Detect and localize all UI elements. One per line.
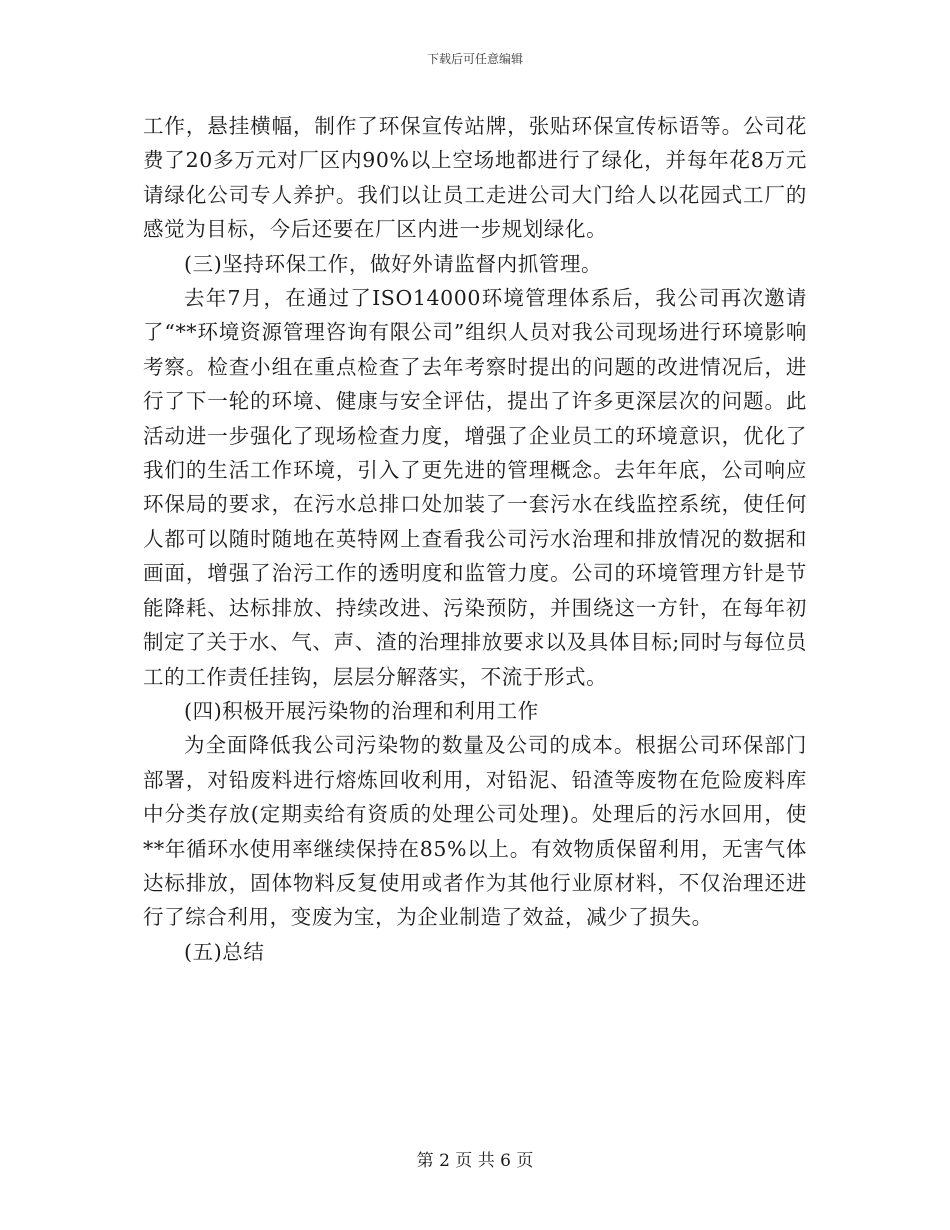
paragraph-greening: 工作，悬挂横幅，制作了环保宣传站牌，张贴环保宣传标语等。公司花费了20多万元对厂区内90%以上空场地都进行了绿化，并每年花8万元请绿化公司专人养护。我们以让员工走进公司大门给人以花园式工厂的感觉为目标，今后还要在厂区内进一步规划绿化。 xyxy=(143,114,807,242)
section-heading-3: (三)坚持环保工作，做好外请监督内抓管理。 xyxy=(184,251,603,276)
page-number-footer: 第 2 页 共 6 页 xyxy=(416,1151,534,1171)
section-heading-4: (四)积极开展污染物的治理和利用工作 xyxy=(184,698,539,723)
paragraph-pollution-treatment: 为全面降低我公司污染物的数量及公司的成本。根据公司环保部门部署，对铅废料进行熔炼回收利用，对铅泥、铅渣等废物在危险废料库中分类存放(定期卖给有资质的处理公司处理)。处理后的污水回用，使**年循环水使用率继续保持在85%以上。有效物质保留利用，无害气体达标排放，固体物料反复使用或者作为其他行业原材料，不仅治理还进行了综合利用，变废为宝，为企业制造了效益，减少了损失。 xyxy=(143,733,807,930)
section-heading-5: (五)总结 xyxy=(184,939,265,964)
paragraph-supervision: 去年7月，在通过了ISO14000环境管理体系后，我公司再次邀请了“**环境资源管理咨询有限公司”组织人员对我公司现场进行环境影响考察。检查小组在重点检查了去年考察时提出的问题的改进情况后，进行了下一轮的环境、健康与安全评估，提出了许多更深层次的问题。此活动进一步强化了现场检查力度，增强了企业员工的环境意识，优化了我们的生活工作环境，引入了更先进的管理概念。去年年底，公司响应环保局的要求，在污水总排口处加装了一套污水在线监控系统，使任何人都可以随时随地在英特网上查看我公司污水治理和排放情况的数据和画面，增强了治污工作的透明度和监管力度。公司的环境管理方针是节能降耗、达标排放、持续改进、污染预防，并围绕这一方针，在每年初制定了关于水、气、声、渣的治理排放要求以及具体目标;同时与每位员工的工作责任挂钩，层层分解落实，不流于形式。 xyxy=(143,286,807,689)
page-header: 下载后可任意编辑 xyxy=(426,52,523,66)
document-body xyxy=(143,109,807,969)
